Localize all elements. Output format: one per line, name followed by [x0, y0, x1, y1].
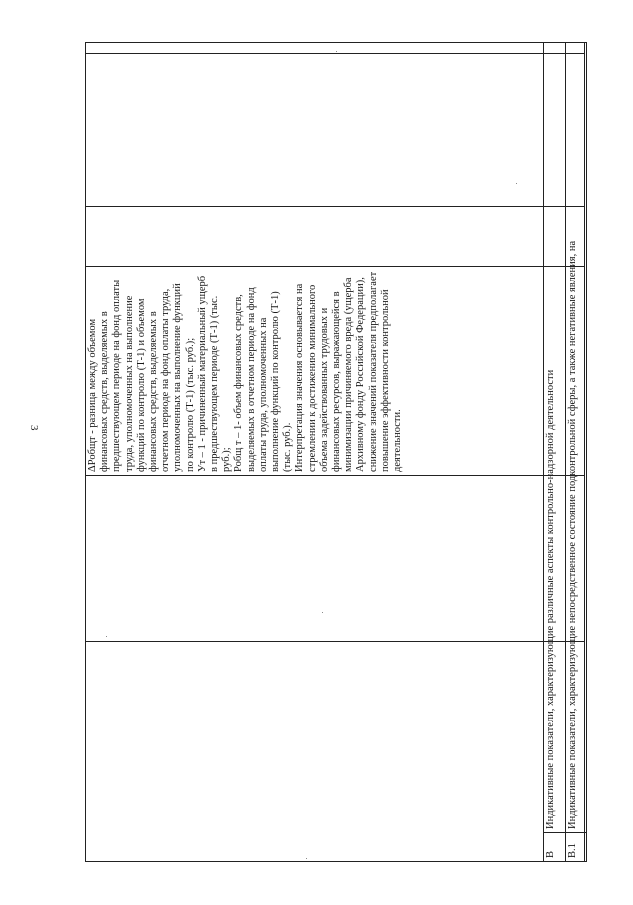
- table-cell-description: [86, 267, 585, 476]
- scan-speck: [516, 183, 517, 184]
- description-paragraph-4: Интерпретация значения основывается на стремлении к достижению минимального объема задействованных трудовых и финансовых ресурсов, выражающейся в минимизации причиняемого вреда (ущерба Архивному фонду Российской Федерации), снижение значений показателя предполагает повышение эффективности контрольной деятельности.: [294, 271, 404, 472]
- table-cell-empty-5: [86, 43, 585, 54]
- description-paragraph-2: Ут – 1 - причиненный материальный ущерб в предшествующем периоде (Т-1) (тыс. руб.);: [196, 275, 233, 472]
- row-text: Индикативные показатели, характеризующие непосредственное состояние подконтрольной сферы, а также негативные явления, на: [565, 43, 587, 833]
- table-row-section-b1: [565, 43, 587, 862]
- section-rows-rotated: [543, 42, 587, 862]
- description-paragraph-3: Робщ т – 1- объем финансовых средств, выделяемых в отчетном периоде на фонд оплаты труда, уполномоченных на выполнение функций по контролю (Т-1) (тыс. руб.).: [233, 287, 294, 472]
- scan-speck: [322, 612, 323, 613]
- row-code: В: [544, 833, 566, 862]
- table-cell-empty-1: [86, 642, 585, 862]
- row-code: В.1: [565, 833, 587, 862]
- table-cell-empty-4: [86, 53, 585, 206]
- table-row-section-b: [544, 43, 566, 862]
- page-number: 3: [28, 425, 40, 431]
- scan-speck: [336, 51, 337, 52]
- description-paragraph-1: ΔРобщт - разница между объемом финансовых средств, выделяемых в предшествующем периоде на фонд оплаты труда, уполномоченных на выполнение функций по контролю (Т-1) и объемом финансовых средств, выделяемых в отчетном периоде на фонд оплаты труда, уполномоченных на выполнение функций по контролю (Т-1) (тыс. руб.);: [87, 279, 196, 472]
- scan-speck: [306, 858, 307, 859]
- row-text: Индикативные показатели, характеризующие различные аспекты контрольно-надзорной деятельности: [544, 43, 566, 833]
- scan-speck: [106, 636, 107, 637]
- document-table-rotated: [85, 42, 585, 862]
- section-rows-table: [543, 42, 587, 862]
- table-row-main: [86, 43, 585, 862]
- table-cell-empty-3: [86, 206, 585, 267]
- table-cell-empty-2: [86, 475, 585, 641]
- document-table: [85, 42, 585, 862]
